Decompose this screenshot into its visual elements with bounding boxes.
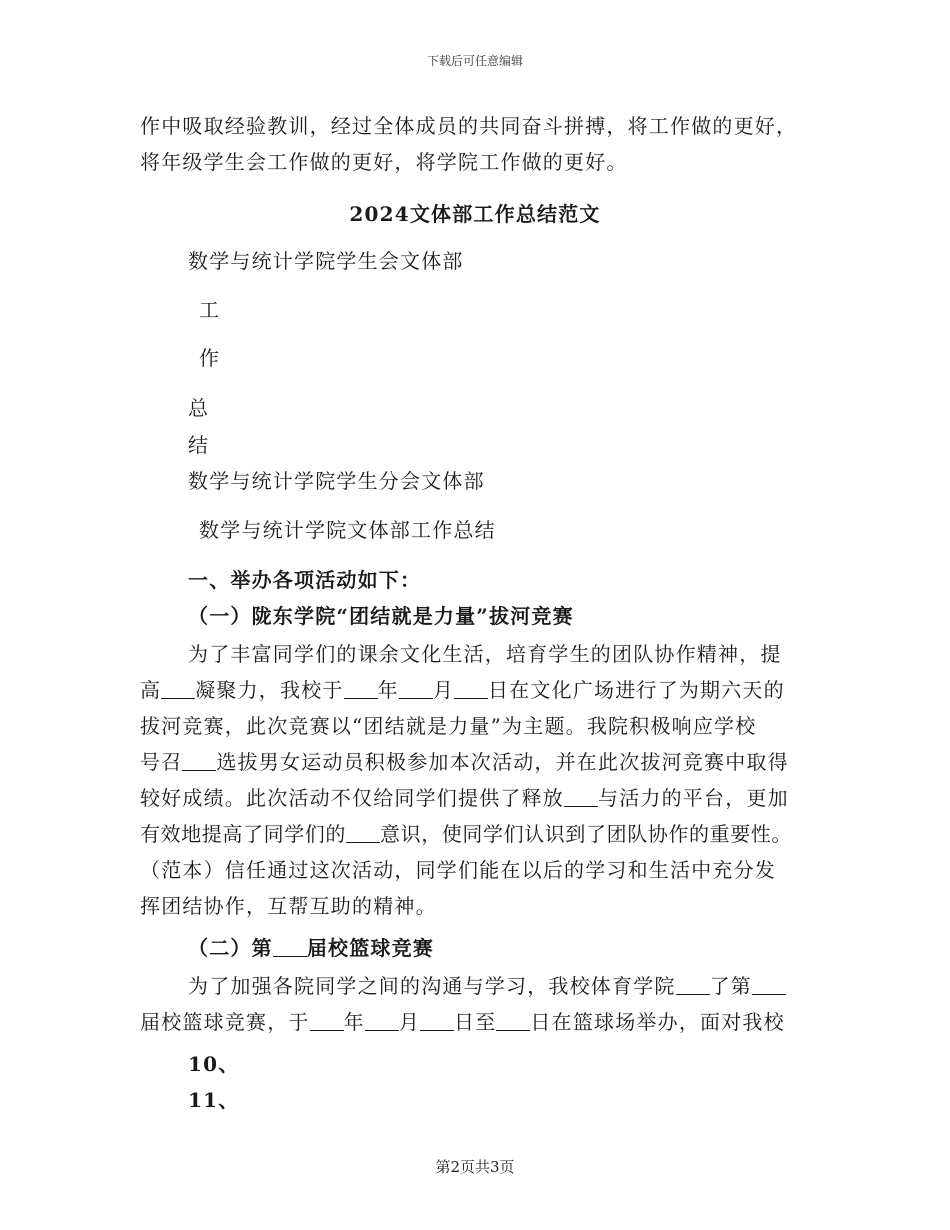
paragraph-line: 号召 选拔男女运动员积极参加本次活动，并在此次拔河竞赛中取得 xyxy=(140,750,789,774)
paragraph-line: 为了加强各院同学之间的沟通与学习，我校体育学院 了第 xyxy=(188,972,820,1000)
document-title: 2024文体部工作总结范文 xyxy=(349,202,601,226)
list-item-number: 11、 xyxy=(188,1088,240,1112)
fill-blank xyxy=(420,1012,454,1031)
fill-blank xyxy=(365,1012,399,1031)
paragraph-line: 拔河竞赛，此次竞赛以“团结就是力量”为主题。我院积极响应学校 xyxy=(140,714,757,738)
cover-org-2: 数学与统计学院学生分会文体部 xyxy=(188,469,485,493)
page-footer: 第2页共3页 xyxy=(435,1158,515,1176)
fill-blank xyxy=(752,976,786,995)
fill-blank xyxy=(273,938,307,957)
list-item-number: 10、 xyxy=(188,1052,240,1076)
fill-blank xyxy=(182,752,216,771)
paragraph-line: 届校篮球竞赛，于 年 月 日至 日在篮球场举办，面对我校 xyxy=(140,1010,785,1034)
paragraph-line: （范本）信任通过这次活动，同学们能在以后的学习和生活中充分发 xyxy=(140,858,776,882)
paragraph-line: 将年级学生会工作做的更好，将学院工作做的更好。 xyxy=(140,150,628,174)
fill-blank xyxy=(564,788,598,807)
cover-char: 结 xyxy=(188,433,210,457)
paragraph-line: 为了丰富同学们的课余文化生活，培育学生的团队协作精神，提 xyxy=(188,642,782,666)
paragraph-line: 较好成绩。此次活动不仅给同学们提供了释放 与活力的平台，更加 xyxy=(140,786,789,810)
paragraph-line: 作中吸取经验教训，经过全体成员的共同奋斗拼搏，将工作做的更好， xyxy=(140,114,798,138)
fill-blank xyxy=(676,976,710,995)
fill-blank xyxy=(344,680,378,699)
cover-char: 作 xyxy=(199,346,221,370)
fill-blank xyxy=(310,1012,344,1031)
subsection-heading: （二）第 届校篮球竞赛 xyxy=(188,936,435,960)
cover-subtitle: 数学与统计学院文体部工作总结 xyxy=(199,518,496,542)
paragraph-line: 高 凝聚力，我校于 年 月 日在文化广场进行了为期六天的 xyxy=(140,678,785,702)
section-heading: 一、举办各项活动如下： xyxy=(188,568,422,592)
fill-blank xyxy=(346,824,380,843)
paragraph-line: 挥团结协作，互帮互助的精神。 xyxy=(140,894,437,918)
fill-blank xyxy=(399,680,433,699)
cover-char: 工 xyxy=(199,298,221,322)
page-header: 下载后可任意编辑 xyxy=(426,54,523,68)
fill-blank xyxy=(161,680,195,699)
subsection-heading: （一）陇东学院“团结就是力量”拔河竞赛 xyxy=(188,604,574,628)
paragraph-line: 有效地提高了同学们的 意识，使同学们认识到了团队协作的重要性。 xyxy=(140,822,792,846)
cover-org: 数学与统计学院学生会文体部 xyxy=(188,249,464,273)
cover-char: 总 xyxy=(188,396,210,420)
fill-blank xyxy=(496,1012,530,1031)
fill-blank xyxy=(454,680,488,699)
